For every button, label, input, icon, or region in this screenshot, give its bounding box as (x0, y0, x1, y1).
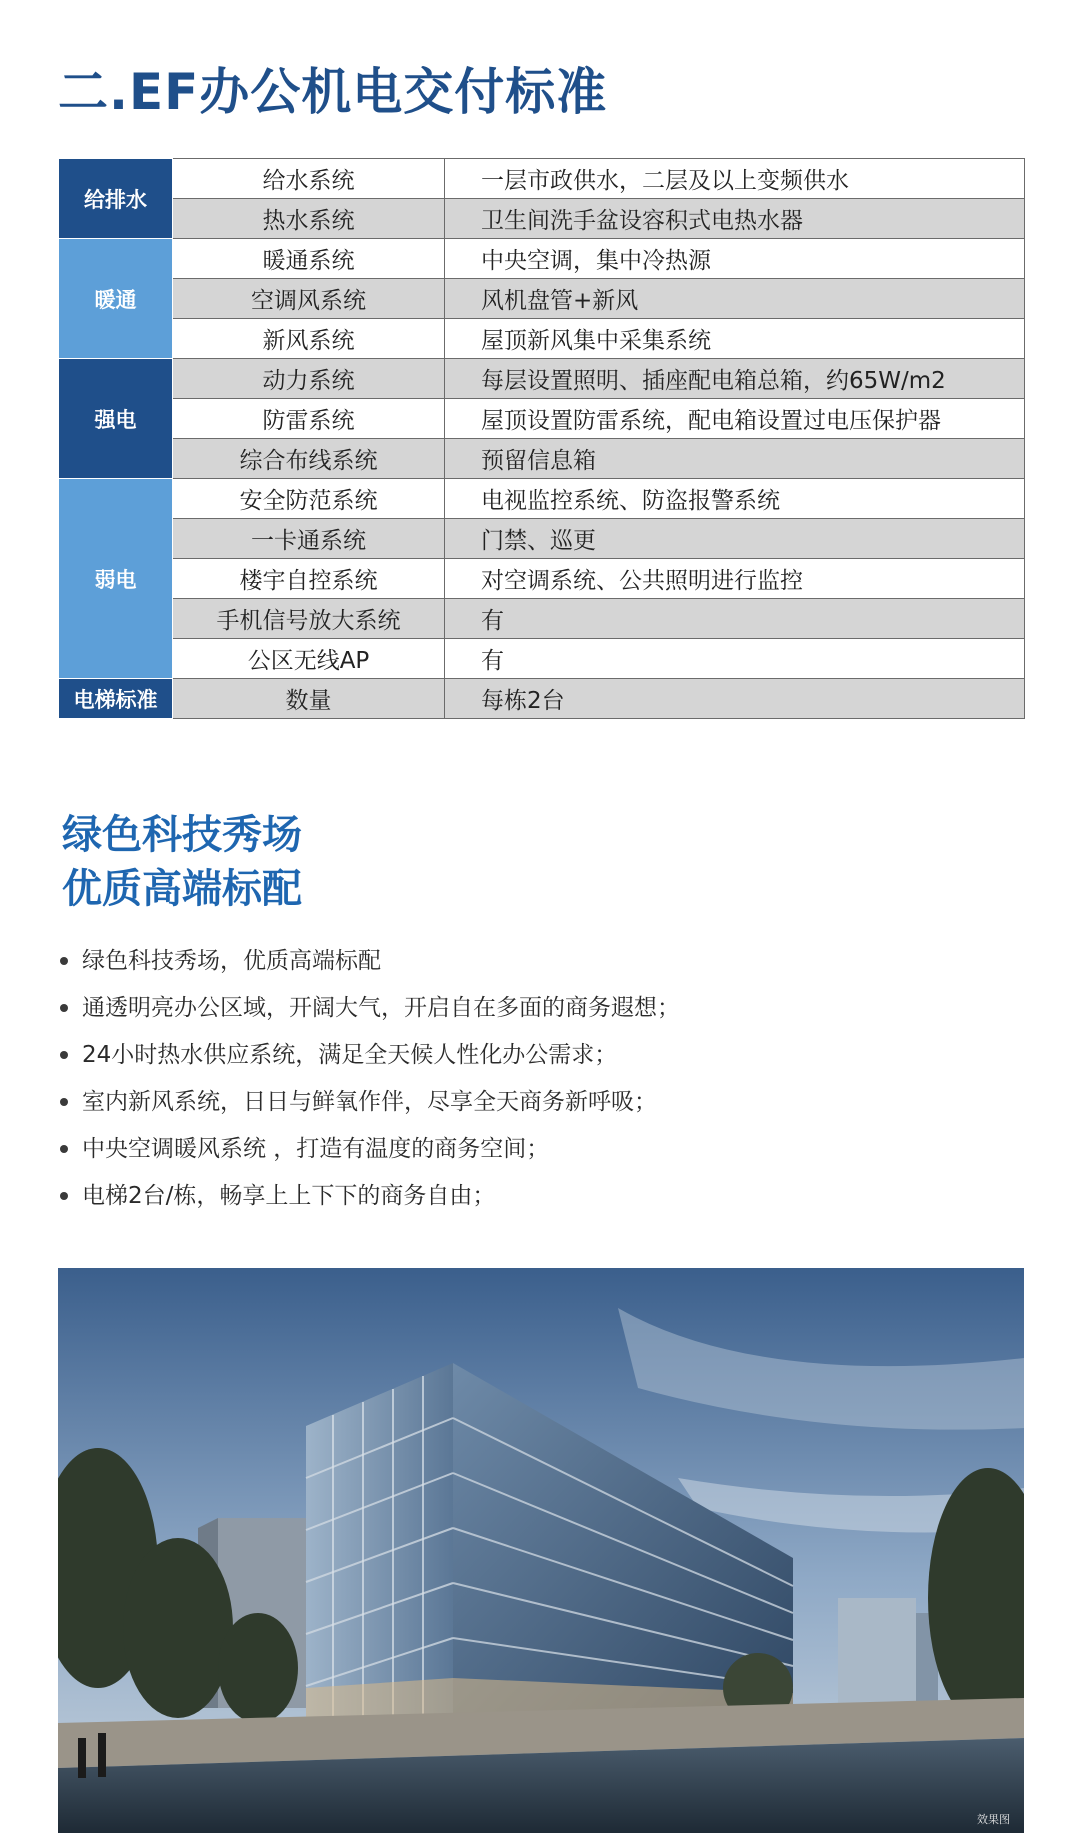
description-cell: 电视监控系统、防盗报警系统 (445, 479, 1025, 519)
table-row (59, 439, 1025, 479)
category-cell: 弱电 (59, 479, 173, 679)
building-illustration (58, 1268, 1024, 1833)
system-cell: 新风系统 (173, 319, 445, 359)
feature-text: 通透明亮办公区域，开阔大气，开启自在多面的商务遐想； (82, 995, 680, 1021)
feature-item (58, 1126, 680, 1173)
feature-item (58, 1032, 680, 1079)
table-row (59, 519, 1025, 559)
feature-text: 24小时热水供应系统，满足全天候人性化办公需求； (82, 1042, 618, 1068)
feature-text: 电梯2台/栋，畅享上上下下的商务自由； (82, 1183, 496, 1209)
description-cell: 屋顶设置防雷系统，配电箱设置过电压保护器 (445, 399, 1025, 439)
feature-text: 室内新风系统，日日与鲜氧作伴，尽享全天商务新呼吸； (82, 1089, 657, 1115)
description-cell: 预留信息箱 (445, 439, 1025, 479)
description-cell: 有 (445, 639, 1025, 679)
feature-text: 中央空调暖风系统 ，打造有温度的商务空间； (82, 1136, 550, 1162)
table-row (59, 639, 1025, 679)
description-cell: 屋顶新风集中采集系统 (445, 319, 1025, 359)
feature-item (58, 938, 680, 985)
description-cell: 卫生间洗手盆设容积式电热水器 (445, 199, 1025, 239)
bullet-dot-icon (60, 1051, 68, 1059)
table-row (59, 599, 1025, 639)
description-cell: 对空调系统、公共照明进行监控 (445, 559, 1025, 599)
feature-item (58, 985, 680, 1032)
system-cell: 给水系统 (173, 159, 445, 199)
description-cell: 门禁、巡更 (445, 519, 1025, 559)
description-cell: 每栋2台 (445, 679, 1025, 719)
system-cell: 手机信号放大系统 (173, 599, 445, 639)
description-cell: 一层市政供水，二层及以上变频供水 (445, 159, 1025, 199)
slogan (62, 808, 302, 916)
system-cell: 综合布线系统 (173, 439, 445, 479)
system-cell: 热水系统 (173, 199, 445, 239)
table-row (59, 199, 1025, 239)
description-cell: 每层设置照明、插座配电箱总箱，约65W/m2 (445, 359, 1025, 399)
slogan-line-2: 优质高端标配 (62, 866, 302, 912)
table-row (59, 319, 1025, 359)
table-row (59, 159, 1025, 199)
mep-standard-table (58, 158, 1025, 719)
description-cell: 风机盘管+新风 (445, 279, 1025, 319)
system-cell: 一卡通系统 (173, 519, 445, 559)
system-cell: 暖通系统 (173, 239, 445, 279)
system-cell: 动力系统 (173, 359, 445, 399)
description-cell: 中央空调，集中冷热源 (445, 239, 1025, 279)
table-row (59, 559, 1025, 599)
feature-item (58, 1173, 680, 1220)
slogan-line-1: 绿色科技秀场 (62, 812, 302, 858)
table-row (59, 279, 1025, 319)
building-rendering-image (58, 1268, 1024, 1833)
system-cell: 数量 (173, 679, 445, 719)
bullet-dot-icon (60, 957, 68, 965)
system-cell: 空调风系统 (173, 279, 445, 319)
feature-item (58, 1079, 680, 1126)
category-cell: 给排水 (59, 159, 173, 239)
table-row (59, 359, 1025, 399)
category-cell: 暖通 (59, 239, 173, 359)
system-cell: 楼宇自控系统 (173, 559, 445, 599)
system-cell: 安全防范系统 (173, 479, 445, 519)
table-row (59, 239, 1025, 279)
bullet-dot-icon (60, 1004, 68, 1012)
page-title: 二.EF办公机电交付标准 (58, 63, 608, 121)
bullet-dot-icon (60, 1098, 68, 1106)
feature-list (58, 938, 680, 1220)
system-cell: 防雷系统 (173, 399, 445, 439)
table-row (59, 679, 1025, 719)
description-cell: 有 (445, 599, 1025, 639)
bullet-dot-icon (60, 1145, 68, 1153)
table-row (59, 479, 1025, 519)
category-cell: 强电 (59, 359, 173, 479)
system-cell: 公区无线AP (173, 639, 445, 679)
rendering-caption: 效果图 (977, 1813, 1010, 1826)
table-row (59, 399, 1025, 439)
feature-text: 绿色科技秀场，优质高端标配 (82, 948, 381, 974)
bullet-dot-icon (60, 1192, 68, 1200)
category-cell: 电梯标准 (59, 679, 173, 719)
